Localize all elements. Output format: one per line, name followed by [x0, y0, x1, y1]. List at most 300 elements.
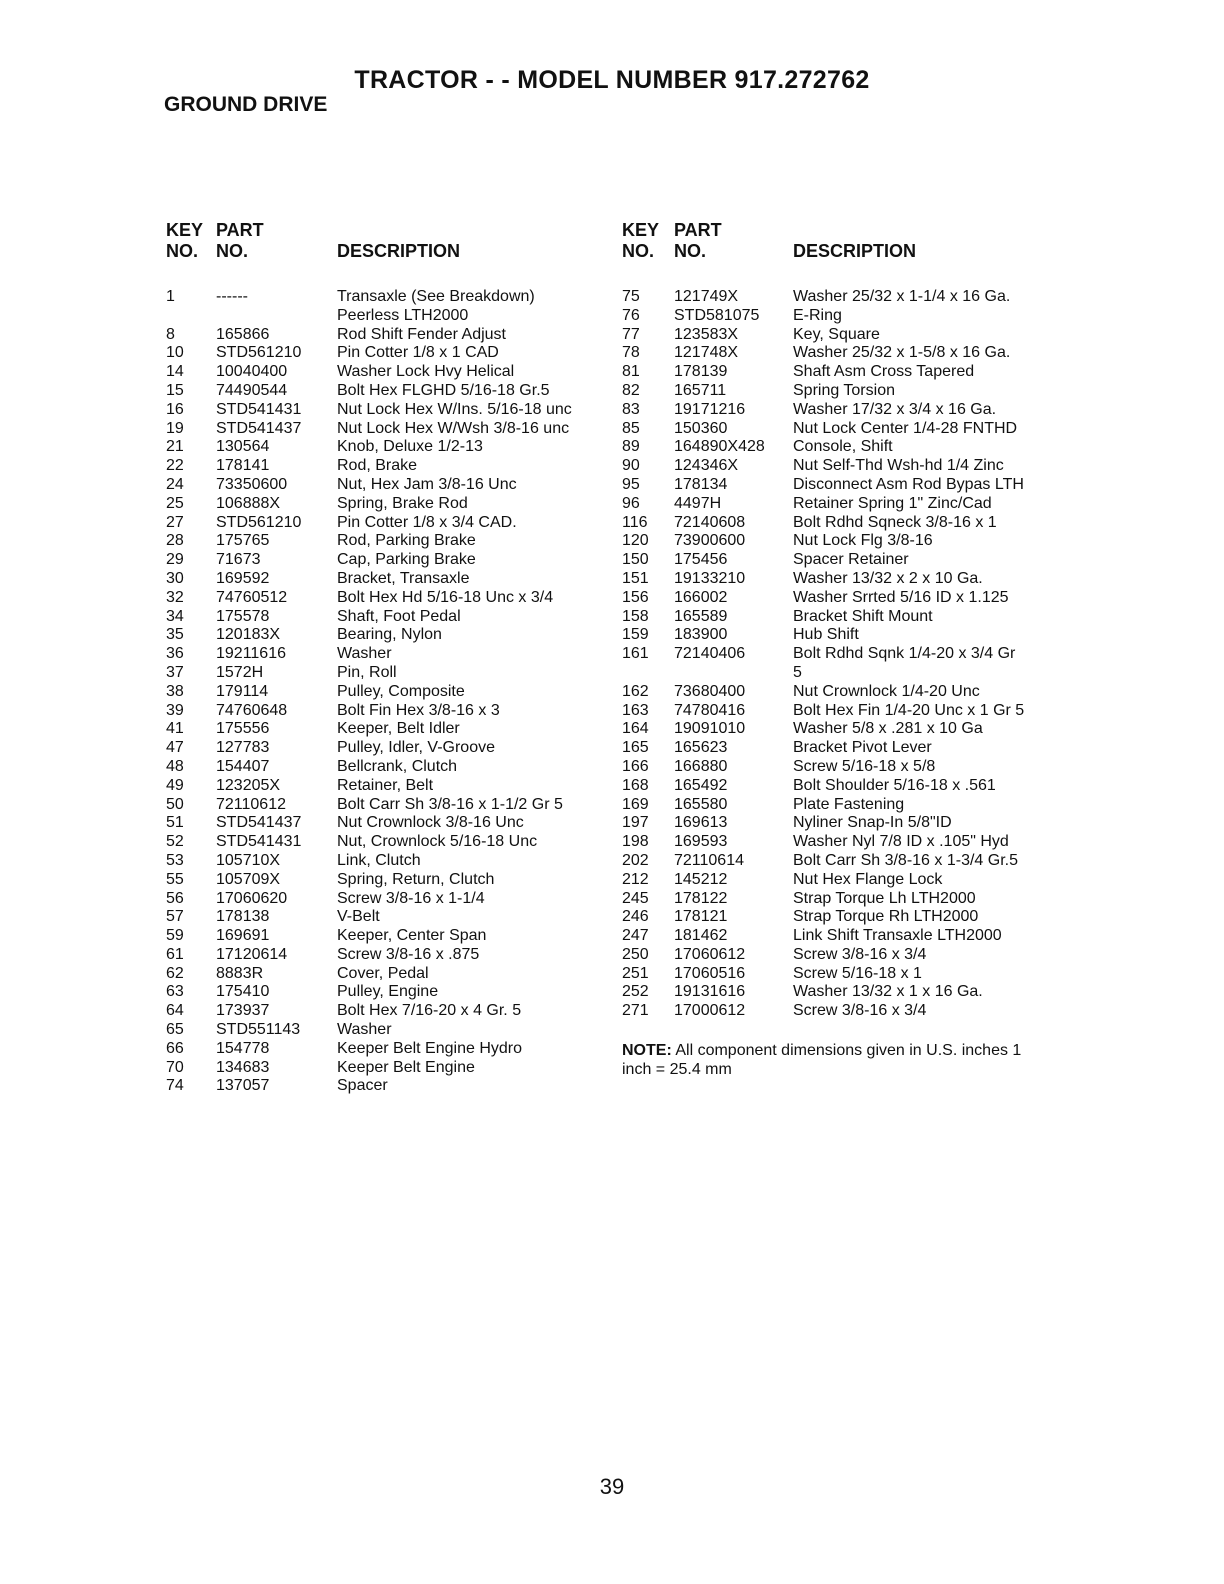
- description: Transaxle (See Breakdown): [337, 288, 535, 305]
- key-no: 53: [166, 851, 184, 869]
- key-no: 212: [622, 870, 649, 888]
- part-no: 169613: [674, 814, 728, 832]
- description: Bearing, Nylon: [337, 626, 442, 644]
- key-header-no: NO.: [166, 241, 199, 261]
- table-row: [622, 608, 1062, 627]
- section-title: GROUND DRIVE: [164, 93, 328, 116]
- note: [622, 1041, 1022, 1079]
- part-no: 17000612: [674, 1002, 746, 1020]
- table-row: [166, 758, 606, 777]
- description: Rod, Parking Brake: [337, 532, 476, 550]
- table-row: [622, 551, 1062, 570]
- page-number: 39: [599, 1474, 625, 1499]
- part-no: 165623: [674, 739, 728, 757]
- table-row: [622, 401, 1062, 420]
- description: Cap, Parking Brake: [337, 551, 476, 569]
- part-no: 73900600: [674, 532, 746, 550]
- table-row: [166, 626, 606, 645]
- key-no: 59: [166, 927, 184, 945]
- description: Bellcrank, Clutch: [337, 757, 458, 775]
- key-no: 163: [622, 701, 649, 719]
- part-no: 165711: [674, 381, 727, 399]
- description: E-Ring: [793, 306, 842, 324]
- description: Hub Shift: [793, 626, 859, 644]
- key-no: 10: [166, 344, 184, 362]
- table-row: [166, 457, 606, 476]
- part-no: 123583X: [674, 325, 739, 343]
- part-no: 121748X: [674, 344, 739, 362]
- description: Knob, Deluxe 1/2-13: [337, 438, 483, 456]
- key-no: 38: [166, 682, 184, 700]
- part-no: 72110614: [674, 851, 744, 869]
- part-no: 19091010: [674, 720, 746, 738]
- part-no: [216, 307, 337, 326]
- description: Washer Nyl 7/8 ID x .105" Hyd: [793, 833, 1009, 851]
- part-no: 169592: [216, 569, 270, 587]
- part-no: 183900: [674, 626, 728, 644]
- key-no: 14: [166, 363, 184, 381]
- table-row: [166, 570, 606, 589]
- key-no: 245: [622, 889, 649, 907]
- key-no: 65: [166, 1021, 184, 1039]
- description: Bolt Rdhd Sqneck 3/8-16 x 1: [793, 513, 997, 531]
- key-no: 34: [166, 607, 184, 625]
- part-no: 175456: [674, 551, 728, 569]
- description: Peerless LTH2000: [337, 306, 469, 324]
- description: Link Shift Transaxle LTH2000: [793, 927, 1002, 945]
- table-row: [622, 382, 1062, 401]
- table-row: [166, 683, 606, 702]
- key-no: 39: [166, 701, 184, 719]
- table-row: [166, 608, 606, 627]
- part-no: 178141: [216, 457, 270, 475]
- description: Pin Cotter 1/8 x 1 CAD: [337, 344, 499, 362]
- description: Rod Shift Fender Adjust: [337, 325, 506, 343]
- table-row: [166, 664, 606, 683]
- description-header: DESCRIPTION: [793, 241, 917, 261]
- table-row: [622, 777, 1062, 796]
- part-no: 120183X: [216, 626, 281, 644]
- description: Nut Self-Thd Wsh-hd 1/4 Zinc: [793, 457, 1004, 475]
- table-row: [166, 401, 606, 420]
- table-row: [622, 589, 1062, 608]
- part-no: 169691: [216, 927, 270, 945]
- key-no: 81: [622, 363, 640, 381]
- key-no: 48: [166, 757, 184, 775]
- part-no: 123205X: [216, 776, 281, 794]
- table-row: [622, 927, 1062, 946]
- table-row: [622, 946, 1062, 965]
- part-no: STD541437: [216, 419, 302, 437]
- description: Nut Crownlock 1/4-20 Unc: [793, 682, 980, 700]
- part-no: 165589: [674, 607, 728, 625]
- description: Bolt Hex Hd 5/16-18 Unc x 3/4: [337, 588, 554, 606]
- key-no: 62: [166, 964, 184, 982]
- description: Bolt Hex 7/16-20 x 4 Gr. 5: [337, 1002, 522, 1020]
- part-no: 134683: [216, 1058, 270, 1076]
- description: Nut Lock Hex W/Wsh 3/8-16 unc: [337, 419, 570, 437]
- description: Spring, Brake Rod: [337, 494, 468, 512]
- description: Nyliner Snap-In 5/8"ID: [793, 814, 952, 832]
- part-no: 19133210: [674, 569, 746, 587]
- part-no: 73680400: [674, 682, 746, 700]
- table-row: [166, 1059, 606, 1078]
- table-row: [622, 1002, 1062, 1021]
- key-no: 28: [166, 532, 184, 550]
- key-no: 169: [622, 795, 649, 813]
- part-no: 178139: [674, 363, 728, 381]
- page-title: TRACTOR - - MODEL NUMBER 917.272762: [354, 66, 870, 94]
- part-no: 17060612: [674, 945, 746, 963]
- description: Rod, Brake: [337, 457, 418, 475]
- key-no: 21: [166, 438, 184, 456]
- table-row: [166, 514, 606, 533]
- table-row: [166, 927, 606, 946]
- description: Spacer Retainer: [793, 551, 909, 569]
- key-header: KEY: [622, 220, 660, 240]
- description: Spacer: [337, 1077, 388, 1095]
- table-row: [166, 307, 606, 326]
- description: Washer 17/32 x 3/4 x 16 Ga.: [793, 400, 997, 418]
- description: Strap Torque Lh LTH2000: [793, 889, 976, 907]
- description: Screw 3/8-16 x 3/4: [793, 1002, 927, 1020]
- table-row: [166, 1040, 606, 1059]
- description: Nut Lock Hex W/Ins. 5/16-18 unc: [337, 400, 572, 418]
- part-header: PART: [674, 220, 722, 240]
- key-no: 251: [622, 964, 649, 982]
- part-no: 72140608: [674, 513, 746, 531]
- description: Plate Fastening: [793, 795, 905, 813]
- table-row: [166, 983, 606, 1002]
- description: Screw 3/8-16 x .875: [337, 945, 480, 963]
- table-row: [622, 758, 1062, 777]
- key-no: 151: [622, 569, 649, 587]
- description: Keeper, Belt Idler: [337, 720, 460, 738]
- part-no: 130564: [216, 438, 270, 456]
- table-row: [622, 514, 1062, 533]
- key-no: 77: [622, 325, 640, 343]
- description: Bracket Shift Mount: [793, 607, 933, 625]
- key-no: 30: [166, 569, 184, 587]
- part-no: 175578: [216, 607, 270, 625]
- description: Nut Lock Flg 3/8-16: [793, 532, 933, 550]
- key-no: 25: [166, 494, 184, 512]
- table-row: [622, 495, 1062, 514]
- description: Bolt Hex FLGHD 5/16-18 Gr.5: [337, 381, 550, 399]
- description: Shaft Asm Cross Tapered: [793, 363, 975, 381]
- description: Bracket, Transaxle: [337, 569, 470, 587]
- table-row: [166, 720, 606, 739]
- key-no: 36: [166, 645, 184, 663]
- part-no: STD561210: [216, 344, 302, 362]
- part-header-no: NO.: [674, 241, 707, 261]
- part-no: 4497H: [674, 494, 722, 512]
- part-no: 106888X: [216, 494, 281, 512]
- part-no: STD561210: [216, 513, 302, 531]
- part-no: 154778: [216, 1039, 270, 1057]
- rows: [166, 288, 606, 1096]
- key-no: 96: [622, 494, 640, 512]
- table-row: [622, 796, 1062, 815]
- key-no: 8: [166, 325, 175, 343]
- part-no: 74780416: [674, 701, 746, 719]
- part-no: 165492: [674, 776, 728, 794]
- key-no: 16: [166, 400, 184, 418]
- part-no: 73350600: [216, 475, 288, 493]
- description: Keeper Belt Engine Hydro: [337, 1039, 522, 1057]
- parts-table-right: [622, 220, 1062, 1079]
- key-no: 116: [622, 513, 648, 531]
- key-no: 82: [622, 381, 640, 399]
- key-no: 271: [622, 1002, 649, 1020]
- description: Shaft, Foot Pedal: [337, 607, 461, 625]
- table-row: [166, 796, 606, 815]
- table-row: [166, 890, 606, 909]
- part-no: 105709X: [216, 870, 281, 888]
- key-no: 75: [622, 288, 640, 305]
- key-no: 24: [166, 475, 184, 493]
- part-no: STD541431: [216, 833, 302, 851]
- table-row: [166, 833, 606, 852]
- part-no: 154407: [216, 757, 270, 775]
- table-row: [622, 833, 1062, 852]
- part-no: 181462: [674, 927, 728, 945]
- key-no: 47: [166, 739, 184, 757]
- key-no: 161: [622, 645, 649, 663]
- table-row: [622, 307, 1062, 326]
- part-no: 169593: [674, 833, 728, 851]
- description: Washer 5/8 x .281 x 10 Ga: [793, 720, 983, 738]
- table-row: [622, 983, 1062, 1002]
- part-no: 178122: [674, 889, 728, 907]
- key-no: 76: [622, 306, 640, 324]
- table-row: [622, 739, 1062, 758]
- key-no: 166: [622, 757, 649, 775]
- key-no: 197: [622, 814, 649, 832]
- part-no: 10040400: [216, 363, 288, 381]
- table-row: [166, 476, 606, 495]
- table-row: [166, 551, 606, 570]
- description: Washer 13/32 x 2 x 10 Ga.: [793, 569, 983, 587]
- description: Retainer, Belt: [337, 776, 434, 794]
- description: Bolt Rdhd Sqnk 1/4-20 x 3/4 Gr: [793, 645, 1016, 663]
- part-no: 74760512: [216, 588, 288, 606]
- part-no: STD541431: [216, 400, 302, 418]
- key-no: 15: [166, 381, 184, 399]
- table-row: [622, 965, 1062, 984]
- table-header: [622, 220, 1062, 288]
- description: Nut Crownlock 3/8-16 Unc: [337, 814, 524, 832]
- key-no: 90: [622, 457, 640, 475]
- part-no: 74760648: [216, 701, 288, 719]
- table-row: [622, 890, 1062, 909]
- description: Pulley, Composite: [337, 682, 465, 700]
- table-row: [622, 852, 1062, 871]
- table-row: [166, 1002, 606, 1021]
- key-no: 37: [166, 663, 184, 681]
- key-no: 162: [622, 682, 649, 700]
- part-no: 17120614: [216, 945, 288, 963]
- part-no: 72110612: [216, 795, 286, 813]
- rows: [622, 288, 1062, 1021]
- part-no: 124346X: [674, 457, 739, 475]
- description: Bolt Carr Sh 3/8-16 x 1-1/2 Gr 5: [337, 795, 563, 813]
- part-header: PART: [216, 220, 264, 240]
- table-row: [622, 344, 1062, 363]
- description: Strap Torque Rh LTH2000: [793, 908, 979, 926]
- part-no: 74490544: [216, 381, 288, 399]
- table-row: [622, 814, 1062, 833]
- part-no: STD551143: [216, 1021, 301, 1039]
- part-header-no: NO.: [216, 241, 249, 261]
- table-row: [166, 532, 606, 551]
- description: 5: [793, 663, 802, 681]
- key-no: 198: [622, 833, 649, 851]
- key-no: 35: [166, 626, 184, 644]
- key-no: 41: [166, 720, 184, 738]
- note-text: All component dimensions given in U.S. inches 1 inch = 25.4 mm: [622, 1042, 1022, 1079]
- key-no: 158: [622, 607, 649, 625]
- table-row: [166, 814, 606, 833]
- description: Bolt Hex Fin 1/4-20 Unc x 1 Gr 5: [793, 701, 1025, 719]
- description: Screw 5/16-18 x 1: [793, 964, 922, 982]
- description: Pin, Roll: [337, 663, 397, 681]
- key-no: 246: [622, 908, 649, 926]
- part-no: ------: [216, 288, 248, 305]
- part-no: 179114: [216, 682, 269, 700]
- description: Disconnect Asm Rod Bypas LTH: [793, 475, 1024, 493]
- key-no: 120: [622, 532, 649, 550]
- table-row: [622, 420, 1062, 439]
- table-row: [166, 946, 606, 965]
- key-no: 95: [622, 475, 640, 493]
- key-no: 247: [622, 927, 649, 945]
- part-no: 150360: [674, 419, 728, 437]
- key-no: [166, 307, 216, 326]
- description: Nut, Hex Jam 3/8-16 Unc: [337, 475, 517, 493]
- table-row: [166, 495, 606, 514]
- key-no: 168: [622, 776, 649, 794]
- key-no: 202: [622, 851, 649, 869]
- table-row: [166, 871, 606, 890]
- part-no: 165866: [216, 325, 270, 343]
- table-row: [622, 570, 1062, 589]
- description: Washer Lock Hvy Helical: [337, 363, 515, 381]
- key-no: 159: [622, 626, 649, 644]
- table-row: [622, 363, 1062, 382]
- description: Screw 3/8-16 x 3/4: [793, 945, 927, 963]
- table-row: [166, 438, 606, 457]
- key-no: 61: [166, 945, 184, 963]
- key-no: 49: [166, 776, 184, 794]
- description: Washer: [337, 1021, 392, 1039]
- key-no: [622, 664, 674, 683]
- key-no: 51: [166, 814, 184, 832]
- description: Pulley, Engine: [337, 983, 439, 1001]
- key-no: 29: [166, 551, 184, 569]
- key-no: 83: [622, 400, 640, 418]
- part-no: 166002: [674, 588, 728, 606]
- key-no: 85: [622, 419, 640, 437]
- table-row: [166, 326, 606, 345]
- part-no: 137057: [216, 1077, 270, 1095]
- table-row: [166, 965, 606, 984]
- description: Pulley, Idler, V-Groove: [337, 739, 495, 757]
- parts-table-left: [166, 220, 606, 1096]
- description: Cover, Pedal: [337, 964, 429, 982]
- table-row: [166, 777, 606, 796]
- table-row: [622, 476, 1062, 495]
- key-no: 50: [166, 795, 184, 813]
- part-no: 178138: [216, 908, 270, 926]
- key-no: 78: [622, 344, 640, 362]
- table-row: [622, 288, 1062, 307]
- description: Washer 13/32 x 1 x 16 Ga.: [793, 983, 983, 1001]
- table-row: [622, 326, 1062, 345]
- table-row: [622, 871, 1062, 890]
- part-no: 178134: [674, 475, 728, 493]
- table-row: [166, 420, 606, 439]
- key-no: 27: [166, 513, 184, 531]
- table-row: [166, 344, 606, 363]
- description: Keeper, Center Span: [337, 927, 487, 945]
- table-row: [166, 382, 606, 401]
- part-no: 166880: [674, 757, 728, 775]
- key-no: 64: [166, 1002, 184, 1020]
- table-row: [166, 645, 606, 664]
- table-row: [622, 720, 1062, 739]
- key-no: 70: [166, 1058, 184, 1076]
- table-row: [622, 626, 1062, 645]
- description: Key, Square: [793, 325, 880, 343]
- part-no: 19131616: [674, 983, 746, 1001]
- table-row: [166, 1077, 606, 1096]
- description: Nut, Crownlock 5/16-18 Unc: [337, 833, 538, 851]
- description: Link, Clutch: [337, 851, 421, 869]
- table-row: [622, 532, 1062, 551]
- table-row: [622, 908, 1062, 927]
- table-row: [166, 852, 606, 871]
- table-row: [622, 683, 1062, 702]
- key-no: 156: [622, 588, 649, 606]
- key-no: 56: [166, 889, 184, 907]
- description: Bolt Shoulder 5/16-18 x .561: [793, 776, 996, 794]
- part-no: 72140406: [674, 645, 746, 663]
- part-no: 173937: [216, 1002, 270, 1020]
- part-no: STD541437: [216, 814, 302, 832]
- description: Washer 25/32 x 1-1/4 x 16 Ga.: [793, 288, 1011, 305]
- description: Nut Hex Flange Lock: [793, 870, 943, 888]
- key-no: 165: [622, 739, 649, 757]
- key-no: 32: [166, 588, 184, 606]
- key-header: KEY: [166, 220, 204, 240]
- key-no: 63: [166, 983, 184, 1001]
- key-header-no: NO.: [622, 241, 655, 261]
- part-no: 8883R: [216, 964, 264, 982]
- key-no: 57: [166, 908, 184, 926]
- part-no: 165580: [674, 795, 728, 813]
- table-row: [166, 288, 606, 307]
- table-row: [622, 438, 1062, 457]
- description: Pin Cotter 1/8 x 3/4 CAD.: [337, 513, 517, 531]
- part-no: 121749X: [674, 288, 739, 305]
- description: V-Belt: [337, 908, 380, 926]
- part-no: 71673: [216, 551, 261, 569]
- key-no: 66: [166, 1039, 184, 1057]
- key-no: 250: [622, 945, 649, 963]
- table-row: [166, 589, 606, 608]
- table-row: [166, 702, 606, 721]
